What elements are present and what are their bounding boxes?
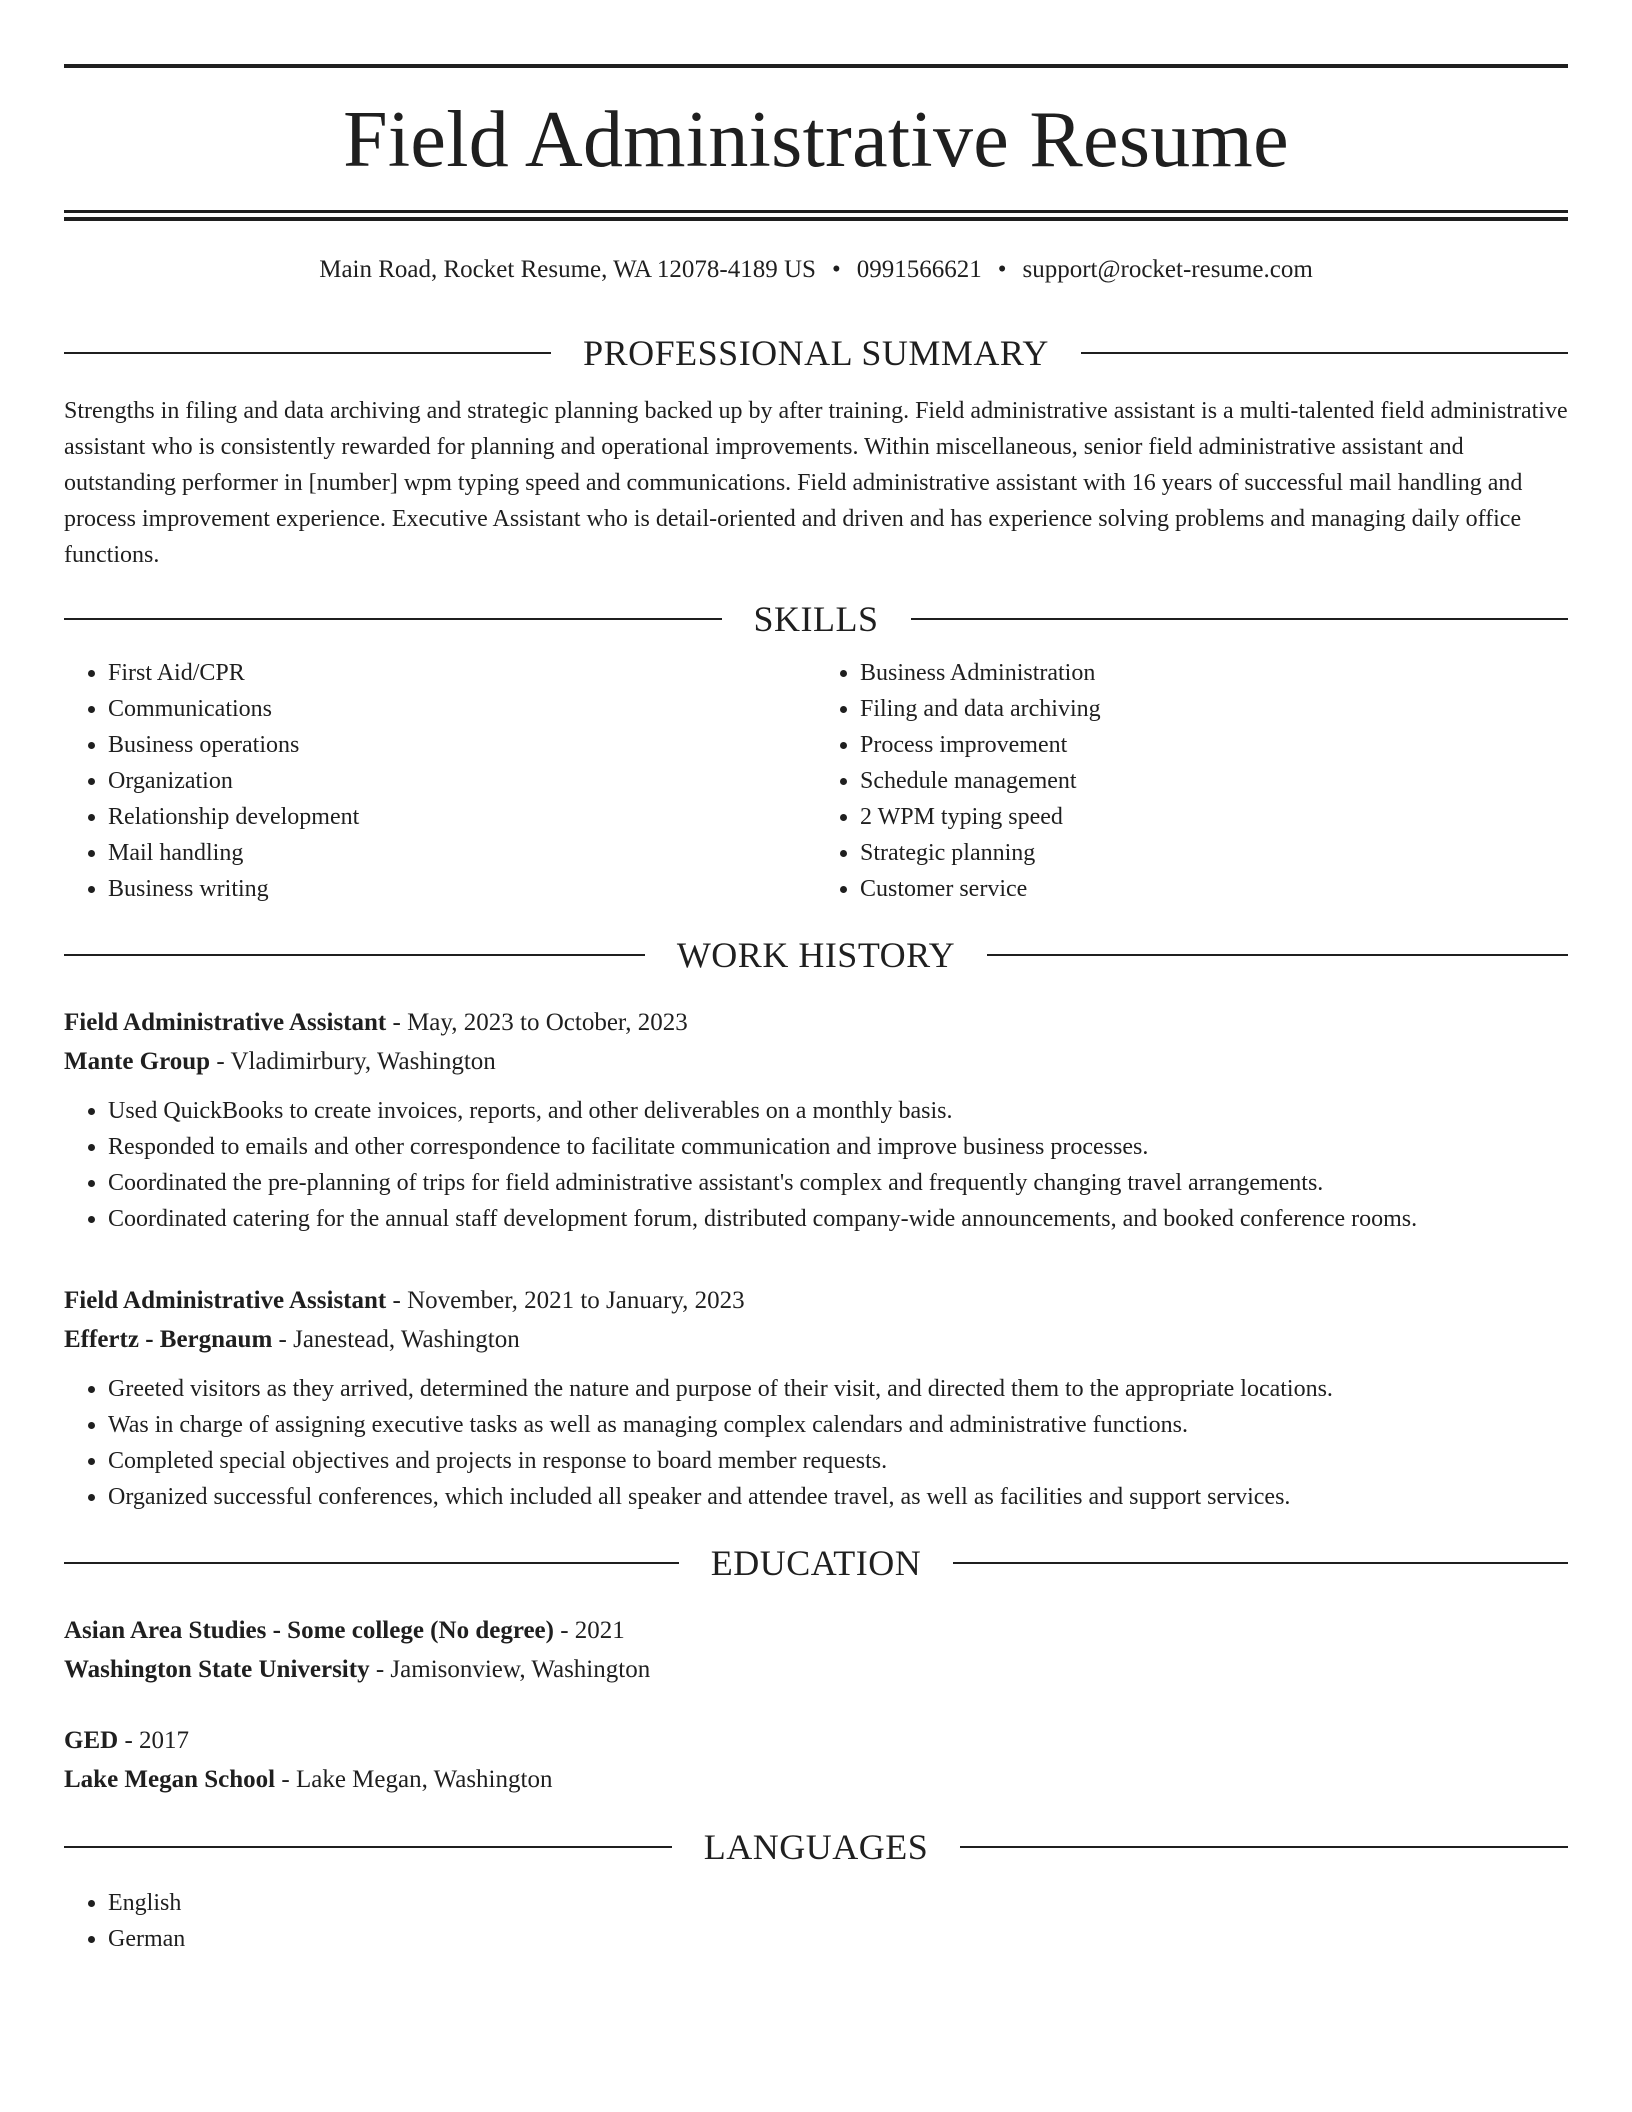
job-title: Field Administrative Assistant (64, 1009, 387, 1036)
education-year: - 2021 (553, 1617, 625, 1644)
skill-item: • Business operations (108, 727, 816, 763)
skills-grid (64, 655, 1568, 907)
job-bullet: • Coordinated catering for the annual staff development forum, distributed company-wide announcements, and booked conference rooms. (108, 1201, 1568, 1237)
skill-item: • Customer service (860, 871, 1568, 907)
education-school-line (64, 1650, 1568, 1689)
title-double-rule (64, 210, 1568, 221)
education-degree-line (64, 1611, 1568, 1650)
summary-paragraph: Strengths in filing and data archiving and strategic planning backed up by after training. Field administrative assistant is a multi-talented field administrative assistant who is consistently rewarded for planning and operational improvements. Within miscellaneous, senior field administrative assistant and outstanding performer in [number] wpm typing speed and communications. Field administrative assistant with 16 years of successful mail handling and process improvement experience. Executive Assistant who is detail-oriented and driven and has experience solving problems and managing daily office functions. (64, 398, 1568, 568)
education-entry (64, 1721, 1568, 1799)
education-school: Washington State University (64, 1656, 370, 1683)
skill-item: • Business writing (108, 871, 816, 907)
section-heading-skills (64, 601, 1568, 637)
language-item: • German (108, 1921, 1568, 1957)
contact-phone: 0991566621 (856, 256, 982, 283)
education-entry (64, 1611, 1568, 1689)
skill-item: • Strategic planning (860, 835, 1568, 871)
job-dates: - November, 2021 to January, 2023 (386, 1287, 745, 1314)
job-bullet: • Greeted visitors as they arrived, determined the nature and purpose of their visit, and directed them to the appropriate locations. (108, 1371, 1568, 1407)
education-school: Lake Megan School (64, 1766, 276, 1793)
job-bullet: • Coordinated the pre-planning of trips for field administrative assistant's complex and frequently changing travel arrangements. (108, 1165, 1568, 1201)
languages-list (64, 1885, 1568, 1957)
section-heading-label: PROFESSIONAL SUMMARY (583, 333, 1049, 373)
job-location: - Janestead, Washington (272, 1326, 520, 1353)
education-degree: GED (64, 1727, 119, 1754)
education-degree: Asian Area Studies - Some college (No degree) (64, 1617, 554, 1644)
skill-item: • 2 WPM typing speed (860, 799, 1568, 835)
skills-list-right (816, 655, 1568, 907)
skill-item: • Schedule management (860, 763, 1568, 799)
section-heading-label: SKILLS (753, 599, 879, 639)
job-location: - Vladimirbury, Washington (210, 1048, 496, 1075)
skill-item: • First Aid/CPR (108, 655, 816, 691)
education-year: - 2017 (118, 1727, 190, 1754)
job-company: Mante Group (64, 1048, 211, 1075)
skill-item: • Business Administration (860, 655, 1568, 691)
language-item: • English (108, 1885, 1568, 1921)
section-heading-summary (64, 335, 1568, 371)
skill-item: • Organization (108, 763, 816, 799)
section-heading-label: LANGUAGES (703, 1827, 929, 1867)
job-bullet: • Completed special objectives and projects in response to board member requests. (108, 1443, 1568, 1479)
section-heading-work-history (64, 937, 1568, 973)
education-degree-line (64, 1721, 1568, 1760)
top-rule (64, 64, 1568, 68)
job-company: Effertz - Bergnaum (64, 1326, 273, 1353)
job-title-line (64, 1281, 1568, 1320)
job-bullets (64, 1371, 1568, 1515)
contact-email: support@rocket-resume.com (1022, 256, 1313, 283)
education-location: - Lake Megan, Washington (275, 1766, 553, 1793)
education-school-line (64, 1760, 1568, 1799)
contact-address: Main Road, Rocket Resume, WA 12078-4189 US (319, 256, 816, 283)
skill-item: • Mail handling (108, 835, 816, 871)
job-company-line (64, 1042, 1568, 1081)
job-title-line (64, 1003, 1568, 1042)
job-bullet: • Used QuickBooks to create invoices, reports, and other deliverables on a monthly basis. (108, 1093, 1568, 1129)
skill-item: • Filing and data archiving (860, 691, 1568, 727)
section-heading-label: WORK HISTORY (676, 935, 956, 975)
contact-separator: • (831, 256, 841, 283)
job-dates: - May, 2023 to October, 2023 (386, 1009, 688, 1036)
job-bullet: • Organized successful conferences, which included all speaker and attendee travel, as well as facilities and support services. (108, 1479, 1568, 1515)
job-entry (64, 1003, 1568, 1237)
section-heading-education (64, 1545, 1568, 1581)
job-bullet: • Responded to emails and other correspondence to facilitate communication and improve business processes. (108, 1129, 1568, 1165)
section-heading-languages (64, 1829, 1568, 1865)
skill-item: • Process improvement (860, 727, 1568, 763)
job-entry (64, 1281, 1568, 1515)
skill-item: • Communications (108, 691, 816, 727)
resume-title: Field Administrative Resume (343, 96, 1289, 184)
job-title: Field Administrative Assistant (64, 1287, 387, 1314)
contact-separator: • (997, 256, 1007, 283)
education-location: - Jamisonview, Washington (369, 1656, 651, 1683)
skill-item: • Relationship development (108, 799, 816, 835)
job-bullets (64, 1093, 1568, 1237)
section-heading-label: EDUCATION (710, 1543, 922, 1583)
skills-list-left (64, 655, 816, 907)
job-company-line (64, 1320, 1568, 1359)
job-bullet: • Was in charge of assigning executive tasks as well as managing complex calendars and administrative functions. (108, 1407, 1568, 1443)
contact-line (64, 255, 1568, 285)
